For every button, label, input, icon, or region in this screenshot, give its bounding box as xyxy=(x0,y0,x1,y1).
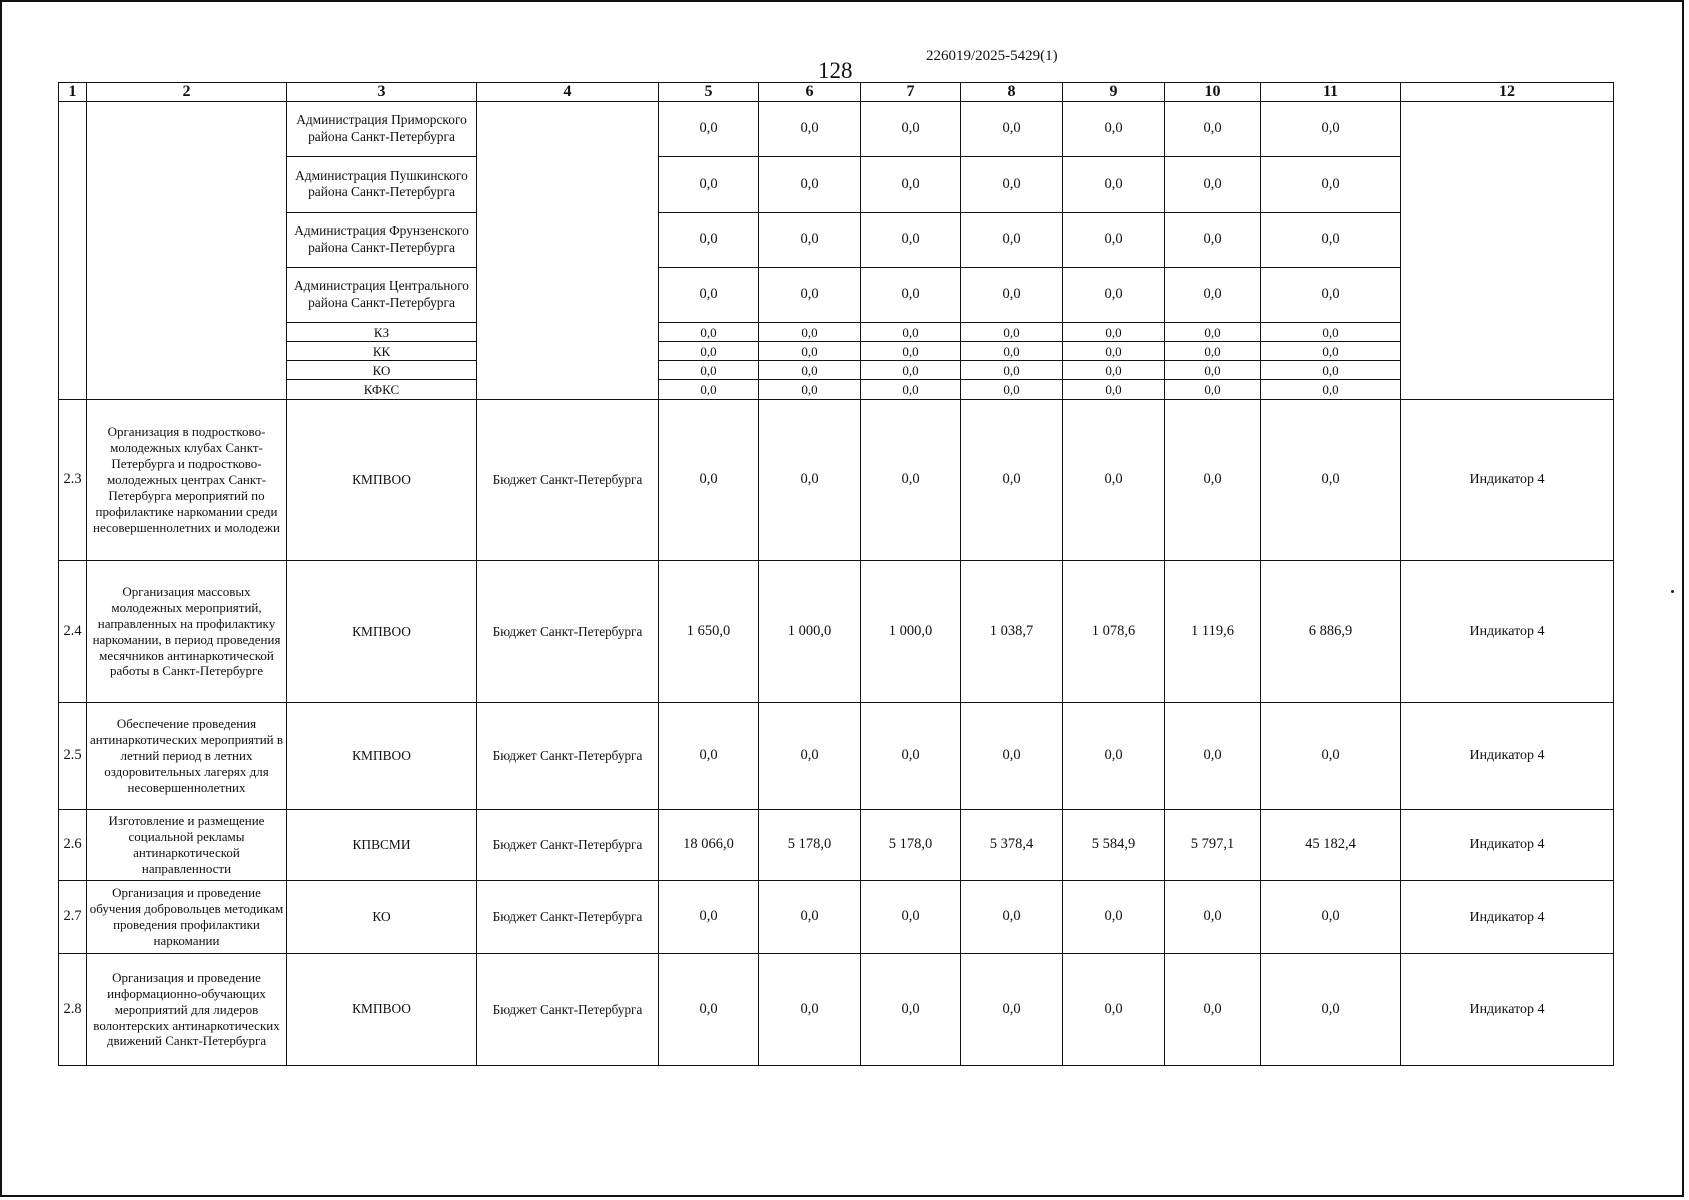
document-number: 226019/2025-5429(1) xyxy=(926,48,1058,64)
value-cell: 0,0 xyxy=(759,361,861,380)
value-cell: 0,0 xyxy=(1063,342,1165,361)
executor-cell: Администрация Приморского района Санкт-Петербурга xyxy=(287,102,477,157)
value-cell: 0,0 xyxy=(1261,361,1401,380)
source-cell: Бюджет Санкт-Петербурга xyxy=(477,809,659,880)
value-cell: 0,0 xyxy=(1063,267,1165,322)
value-cell: 0,0 xyxy=(861,399,961,561)
value-cell: 0,0 xyxy=(861,157,961,212)
index-cell: 2.6 xyxy=(59,809,87,880)
indicator-cell: Индикатор 4 xyxy=(1401,880,1614,953)
value-cell: 0,0 xyxy=(961,880,1063,953)
description-cell: Обеспечение проведения антинаркотических мероприятий в летний период в летних оздоровительных лагерях для несовершеннолетних xyxy=(87,703,287,810)
table-row xyxy=(59,323,1614,342)
value-cell: 0,0 xyxy=(861,212,961,267)
page-number: 128 xyxy=(818,58,853,83)
table-row xyxy=(59,399,1614,561)
value-cell: 0,0 xyxy=(961,212,1063,267)
executor-cell: КМПВОО xyxy=(287,561,477,703)
source-cell: Бюджет Санкт-Петербурга xyxy=(477,399,659,561)
value-cell: 0,0 xyxy=(961,323,1063,342)
value-cell: 0,0 xyxy=(659,267,759,322)
index-cell xyxy=(59,102,87,399)
value-cell: 0,0 xyxy=(759,102,861,157)
value-cell: 5 584,9 xyxy=(1063,809,1165,880)
value-cell: 0,0 xyxy=(1165,267,1261,322)
value-cell: 0,0 xyxy=(961,361,1063,380)
value-cell: 0,0 xyxy=(759,212,861,267)
value-cell: 1 119,6 xyxy=(1165,561,1261,703)
budget-table xyxy=(58,82,1614,1066)
executor-cell: КПВСМИ xyxy=(287,809,477,880)
header-cell: 11 xyxy=(1261,83,1401,102)
value-cell: 0,0 xyxy=(759,342,861,361)
value-cell: 0,0 xyxy=(861,361,961,380)
value-cell: 0,0 xyxy=(659,212,759,267)
value-cell: 0,0 xyxy=(1261,157,1401,212)
value-cell: 1 038,7 xyxy=(961,561,1063,703)
value-cell: 0,0 xyxy=(1261,102,1401,157)
executor-cell: КЗ xyxy=(287,323,477,342)
value-cell: 0,0 xyxy=(659,703,759,810)
value-cell: 0,0 xyxy=(1165,380,1261,399)
table-row xyxy=(59,380,1614,399)
value-cell: 0,0 xyxy=(961,102,1063,157)
value-cell: 0,0 xyxy=(961,380,1063,399)
value-cell: 0,0 xyxy=(1063,102,1165,157)
value-cell: 0,0 xyxy=(759,954,861,1066)
value-cell: 0,0 xyxy=(1063,323,1165,342)
value-cell: 0,0 xyxy=(759,157,861,212)
value-cell: 0,0 xyxy=(1063,703,1165,810)
indicator-cell xyxy=(1401,102,1614,399)
executor-cell: КО xyxy=(287,880,477,953)
value-cell: 0,0 xyxy=(659,157,759,212)
value-cell: 0,0 xyxy=(861,342,961,361)
value-cell: 18 066,0 xyxy=(659,809,759,880)
value-cell: 1 000,0 xyxy=(759,561,861,703)
value-cell: 0,0 xyxy=(1165,880,1261,953)
value-cell: 0,0 xyxy=(1063,212,1165,267)
source-cell: Бюджет Санкт-Петербурга xyxy=(477,954,659,1066)
value-cell: 0,0 xyxy=(1261,954,1401,1066)
table-row xyxy=(59,157,1614,212)
value-cell: 1 000,0 xyxy=(861,561,961,703)
description-cell: Организация в подростково-молодежных клубах Санкт-Петербурга и подростково-молодежных центрах Санкт-Петербурга мероприятий по профилактике наркомании среди несовершеннолетних и молодежи xyxy=(87,399,287,561)
value-cell: 0,0 xyxy=(759,399,861,561)
table-row xyxy=(59,561,1614,703)
value-cell: 0,0 xyxy=(1261,212,1401,267)
value-cell: 0,0 xyxy=(861,703,961,810)
index-cell: 2.3 xyxy=(59,399,87,561)
value-cell: 5 797,1 xyxy=(1165,809,1261,880)
value-cell: 0,0 xyxy=(659,954,759,1066)
value-cell: 0,0 xyxy=(1165,954,1261,1066)
scan-speck xyxy=(1671,590,1674,593)
value-cell: 0,0 xyxy=(1165,361,1261,380)
value-cell: 0,0 xyxy=(1165,102,1261,157)
value-cell: 0,0 xyxy=(961,342,1063,361)
header-cell: 2 xyxy=(87,83,287,102)
description-cell: Изготовление и размещение социальной рекламы антинаркотической направленности xyxy=(87,809,287,880)
value-cell: 45 182,4 xyxy=(1261,809,1401,880)
value-cell: 0,0 xyxy=(1261,880,1401,953)
header-cell: 7 xyxy=(861,83,961,102)
table-row xyxy=(59,342,1614,361)
header-cell: 10 xyxy=(1165,83,1261,102)
executor-cell: КМПВОО xyxy=(287,399,477,561)
value-cell: 0,0 xyxy=(861,267,961,322)
table-row xyxy=(59,703,1614,810)
value-cell: 0,0 xyxy=(1165,703,1261,810)
value-cell: 0,0 xyxy=(1261,399,1401,561)
index-cell: 2.7 xyxy=(59,880,87,953)
table-row xyxy=(59,809,1614,880)
value-cell: 0,0 xyxy=(1261,703,1401,810)
executor-cell: Администрация Пушкинского района Санкт-Петербурга xyxy=(287,157,477,212)
header-cell: 8 xyxy=(961,83,1063,102)
executor-cell: КО xyxy=(287,361,477,380)
value-cell: 0,0 xyxy=(659,380,759,399)
indicator-cell: Индикатор 4 xyxy=(1401,703,1614,810)
value-cell: 0,0 xyxy=(1063,880,1165,953)
value-cell: 0,0 xyxy=(1063,157,1165,212)
index-cell: 2.4 xyxy=(59,561,87,703)
value-cell: 0,0 xyxy=(659,399,759,561)
executor-cell: КМПВОО xyxy=(287,954,477,1066)
description-cell: Организация и проведение обучения добровольцев методикам проведения профилактики наркомании xyxy=(87,880,287,953)
executor-cell: Администрация Фрунзенского района Санкт-Петербурга xyxy=(287,212,477,267)
table-row xyxy=(59,267,1614,322)
header-cell: 5 xyxy=(659,83,759,102)
value-cell: 0,0 xyxy=(861,954,961,1066)
indicator-cell: Индикатор 4 xyxy=(1401,809,1614,880)
description-cell: Организация и проведение информационно-обучающих мероприятий для лидеров волонтерских антинаркотических движений Санкт-Петербурга xyxy=(87,954,287,1066)
value-cell: 0,0 xyxy=(1261,323,1401,342)
value-cell: 0,0 xyxy=(861,323,961,342)
value-cell: 0,0 xyxy=(1063,380,1165,399)
value-cell: 5 178,0 xyxy=(759,809,861,880)
description-cell: Организация массовых молодежных мероприятий, направленных на профилактику наркомании, в период проведения месячников антинаркотической работы в Санкт-Петербурге xyxy=(87,561,287,703)
value-cell: 0,0 xyxy=(961,703,1063,810)
value-cell: 6 886,9 xyxy=(1261,561,1401,703)
value-cell: 1 650,0 xyxy=(659,561,759,703)
index-cell: 2.8 xyxy=(59,954,87,1066)
value-cell: 0,0 xyxy=(759,880,861,953)
value-cell: 1 078,6 xyxy=(1063,561,1165,703)
table-row xyxy=(59,212,1614,267)
value-cell: 0,0 xyxy=(961,157,1063,212)
table-row xyxy=(59,954,1614,1066)
index-cell: 2.5 xyxy=(59,703,87,810)
value-cell: 0,0 xyxy=(1063,954,1165,1066)
value-cell: 0,0 xyxy=(759,323,861,342)
indicator-cell: Индикатор 4 xyxy=(1401,399,1614,561)
header-cell: 1 xyxy=(59,83,87,102)
value-cell: 0,0 xyxy=(759,267,861,322)
source-cell xyxy=(477,102,659,399)
value-cell: 0,0 xyxy=(1165,342,1261,361)
value-cell: 0,0 xyxy=(1165,212,1261,267)
value-cell: 5 378,4 xyxy=(961,809,1063,880)
header-cell: 9 xyxy=(1063,83,1165,102)
value-cell: 0,0 xyxy=(659,102,759,157)
executor-cell: КФКС xyxy=(287,380,477,399)
value-cell: 0,0 xyxy=(759,380,861,399)
header-cell: 6 xyxy=(759,83,861,102)
value-cell: 0,0 xyxy=(659,323,759,342)
header-row xyxy=(59,83,1614,102)
executor-cell: КМПВОО xyxy=(287,703,477,810)
value-cell: 0,0 xyxy=(961,399,1063,561)
source-cell: Бюджет Санкт-Петербурга xyxy=(477,880,659,953)
value-cell: 0,0 xyxy=(659,880,759,953)
source-cell: Бюджет Санкт-Петербурга xyxy=(477,561,659,703)
value-cell: 5 178,0 xyxy=(861,809,961,880)
value-cell: 0,0 xyxy=(961,954,1063,1066)
table-row xyxy=(59,880,1614,953)
source-cell: Бюджет Санкт-Петербурга xyxy=(477,703,659,810)
value-cell: 0,0 xyxy=(1165,399,1261,561)
executor-cell: Администрация Центрального района Санкт-Петербурга xyxy=(287,267,477,322)
indicator-cell: Индикатор 4 xyxy=(1401,954,1614,1066)
table-row xyxy=(59,102,1614,157)
header-cell: 12 xyxy=(1401,83,1614,102)
value-cell: 0,0 xyxy=(759,703,861,810)
value-cell: 0,0 xyxy=(1063,361,1165,380)
value-cell: 0,0 xyxy=(659,342,759,361)
description-cell xyxy=(87,102,287,399)
indicator-cell: Индикатор 4 xyxy=(1401,561,1614,703)
value-cell: 0,0 xyxy=(1261,380,1401,399)
header-cell: 4 xyxy=(477,83,659,102)
value-cell: 0,0 xyxy=(659,361,759,380)
value-cell: 0,0 xyxy=(961,267,1063,322)
value-cell: 0,0 xyxy=(1261,267,1401,322)
value-cell: 0,0 xyxy=(861,102,961,157)
value-cell: 0,0 xyxy=(1165,157,1261,212)
value-cell: 0,0 xyxy=(861,880,961,953)
table-row xyxy=(59,361,1614,380)
value-cell: 0,0 xyxy=(1261,342,1401,361)
value-cell: 0,0 xyxy=(1063,399,1165,561)
header-cell: 3 xyxy=(287,83,477,102)
executor-cell: КК xyxy=(287,342,477,361)
value-cell: 0,0 xyxy=(861,380,961,399)
value-cell: 0,0 xyxy=(1165,323,1261,342)
